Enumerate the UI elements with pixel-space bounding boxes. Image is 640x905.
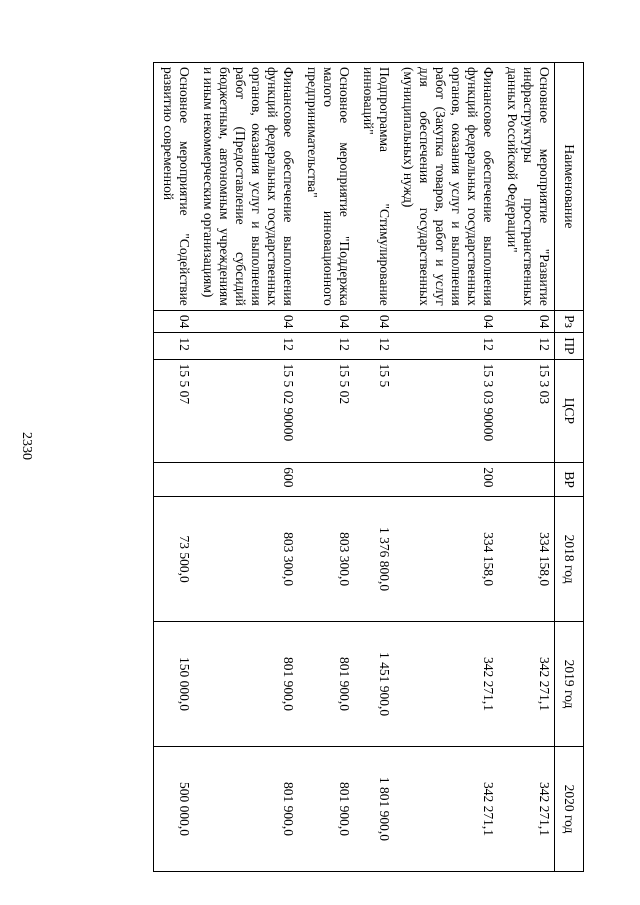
row-name: Основное мероприятие "Содействие развитию современной: [154, 63, 195, 311]
header-vr: ВР: [555, 463, 584, 497]
row-pr: 12: [194, 333, 298, 359]
row-2019: 1 451 900,0: [354, 622, 394, 747]
row-vr: [354, 463, 394, 497]
row-2019: 150 000,0: [154, 622, 195, 747]
row-vr: 200: [394, 463, 498, 497]
row-csr: 15 5 02 90000: [194, 359, 298, 463]
row-rz: 04: [298, 310, 354, 333]
header-name: Наименование: [555, 63, 584, 311]
row-2020: 1 801 900,0: [354, 746, 394, 871]
row-2020: 801 900,0: [194, 746, 298, 871]
row-2020: 342 271,1: [394, 746, 498, 871]
row-name: Подпрограмма "Стимулирование инноваций": [354, 63, 394, 311]
table-row: [394, 63, 498, 872]
row-csr: 15 3 03: [498, 359, 555, 463]
row-rz: 04: [354, 310, 394, 333]
row-2019: 801 900,0: [194, 622, 298, 747]
table-row: [154, 63, 195, 872]
row-name: Финансовое обеспечение выполнения функций федеральных государственных органов, оказания услуг и выполнения работ (Предоставление субсидий бюджетным, автономным учреждениям и иным некоммерческим организациям): [194, 63, 298, 311]
header-2018: 2018 год: [555, 497, 584, 622]
row-2018: 334 158,0: [394, 497, 498, 622]
row-csr: 15 5: [354, 359, 394, 463]
row-rz: 04: [498, 310, 555, 333]
table-row: [194, 63, 298, 872]
table-header: [555, 63, 584, 872]
row-2018: 803 300,0: [298, 497, 354, 622]
row-vr: [154, 463, 195, 497]
table-row: [354, 63, 394, 872]
row-pr: 12: [298, 333, 354, 359]
table-row: [298, 63, 354, 872]
row-2019: 801 900,0: [298, 622, 354, 747]
header-2019: 2019 год: [555, 622, 584, 747]
row-2018: 803 300,0: [194, 497, 298, 622]
row-rz: 04: [154, 310, 195, 333]
table-body: [154, 63, 555, 872]
budget-table: [153, 62, 584, 872]
row-rz: 04: [394, 310, 498, 333]
row-csr: 15 5 02: [298, 359, 354, 463]
row-name: Основное мероприятие "Поддержка малого инновационного предпринимательства": [298, 63, 354, 311]
row-2018: 334 158,0: [498, 497, 555, 622]
row-2019: 342 271,1: [394, 622, 498, 747]
row-rz: 04: [194, 310, 298, 333]
header-rz: Рз: [555, 310, 584, 333]
row-2020: 500 000,0: [154, 746, 195, 871]
page-number-text: 2330: [19, 432, 34, 460]
table-row: [498, 63, 555, 872]
row-2018: 73 500,0: [154, 497, 195, 622]
row-pr: 12: [498, 333, 555, 359]
row-pr: 12: [354, 333, 394, 359]
row-2018: 1 376 800,0: [354, 497, 394, 622]
row-pr: 12: [154, 333, 195, 359]
row-2019: 342 271,1: [498, 622, 555, 747]
row-name: Основное мероприятие "Развитие инфраструктуры пространственных данных Российской Федерации": [498, 63, 555, 311]
row-name: Финансовое обеспечение выполнения функций федеральных государственных органов, оказания услуг и выполнения работ (Закупка товаров, работ и услуг для обеспечения государственных (муниципальных) нужд): [394, 63, 498, 311]
header-csr: ЦСР: [555, 359, 584, 463]
row-vr: 600: [194, 463, 298, 497]
header-pr: ПР: [555, 333, 584, 359]
row-csr: 15 3 03 90000: [394, 359, 498, 463]
row-2020: 801 900,0: [298, 746, 354, 871]
row-csr: 15 5 07: [154, 359, 195, 463]
row-pr: 12: [394, 333, 498, 359]
row-2020: 342 271,1: [498, 746, 555, 871]
row-vr: [298, 463, 354, 497]
row-vr: [498, 463, 555, 497]
header-2020: 2020 год: [555, 746, 584, 871]
